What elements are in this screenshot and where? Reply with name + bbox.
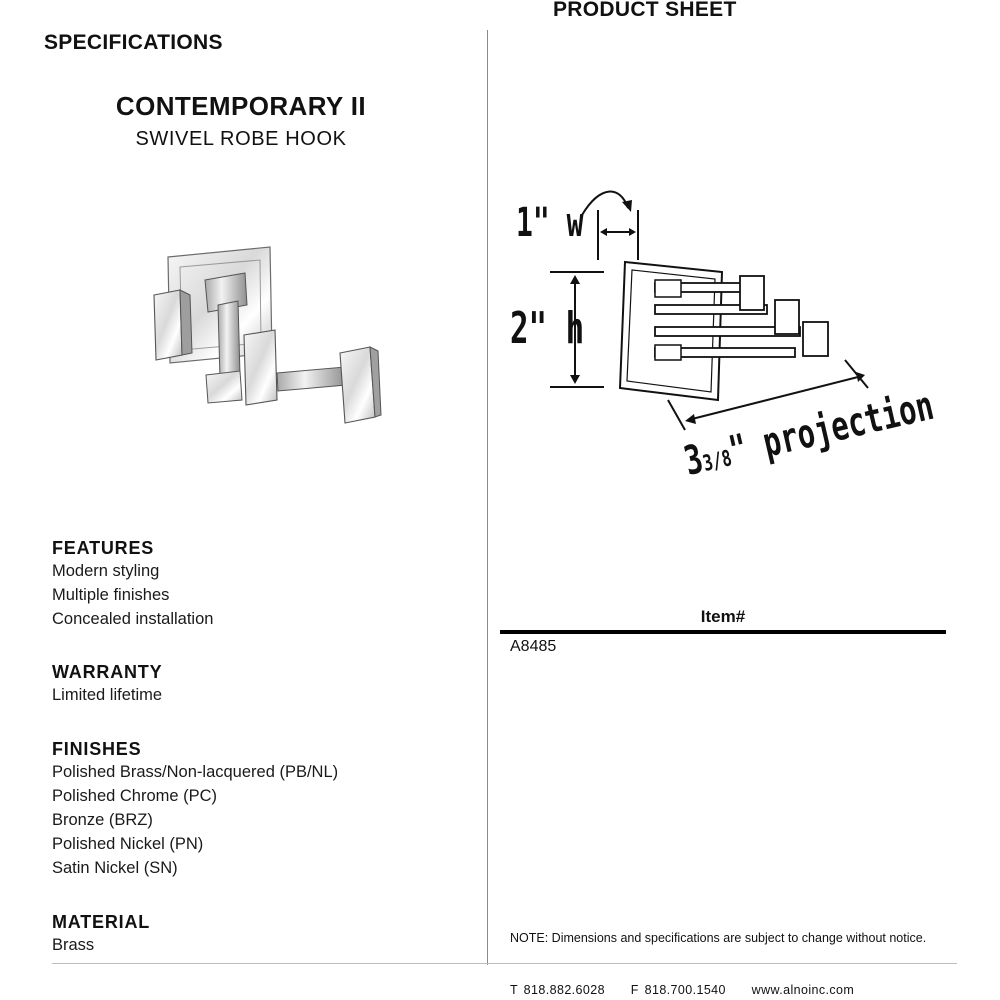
warranty-item: Limited lifetime <box>52 686 163 704</box>
contact-info <box>510 983 854 997</box>
column-divider <box>487 30 488 965</box>
projection-fraction: 3/8 <box>700 446 735 478</box>
features-section <box>52 538 213 631</box>
width-label: 1" w <box>516 200 584 246</box>
projection-text: " projection <box>724 382 938 475</box>
features-item: Multiple finishes <box>52 586 170 604</box>
item-number-value: A8485 <box>510 638 557 655</box>
features-item: Modern styling <box>52 562 160 580</box>
finishes-section <box>52 739 338 880</box>
phone-number: T 818.882.6028 <box>510 983 605 997</box>
material-section <box>52 912 150 957</box>
width-curve-arrow <box>582 192 628 215</box>
finishes-item: Polished Chrome (PC) <box>52 787 218 805</box>
product-photo <box>140 235 400 430</box>
warranty-heading: WARRANTY <box>52 662 163 682</box>
features-heading: FEATURES <box>52 538 155 558</box>
website-link[interactable]: www.alnoinc.com <box>751 983 855 997</box>
product-title: CONTEMPORARY II <box>115 91 367 121</box>
warranty-section <box>52 662 162 707</box>
height-label: 2" h <box>510 303 585 354</box>
projection-whole: 3 <box>680 436 708 485</box>
features-item: Concealed installation <box>52 610 214 628</box>
fax-number: F 818.700.1540 <box>630 983 726 997</box>
material-heading: MATERIAL <box>52 912 151 932</box>
finishes-heading: FINISHES <box>52 739 142 759</box>
material-item: Brass <box>52 936 95 954</box>
footer-rule <box>52 963 957 964</box>
product-subtitle: SWIVEL ROBE HOOK <box>135 128 347 150</box>
disclaimer-note: NOTE: Dimensions and specifications are subject to change without notice. <box>510 931 927 945</box>
product-sheet-heading: PRODUCT SHEET <box>553 0 737 21</box>
item-number-heading: Item# <box>700 607 746 626</box>
finishes-item: Bronze (BRZ) <box>52 811 153 829</box>
item-table-rule <box>500 630 946 634</box>
finishes-item: Polished Nickel (PN) <box>52 835 204 853</box>
finishes-item: Satin Nickel (SN) <box>52 859 178 877</box>
specifications-heading: SPECIFICATIONS <box>44 31 223 54</box>
finishes-item: Polished Brass/Non-lacquered (PB/NL) <box>52 763 339 781</box>
